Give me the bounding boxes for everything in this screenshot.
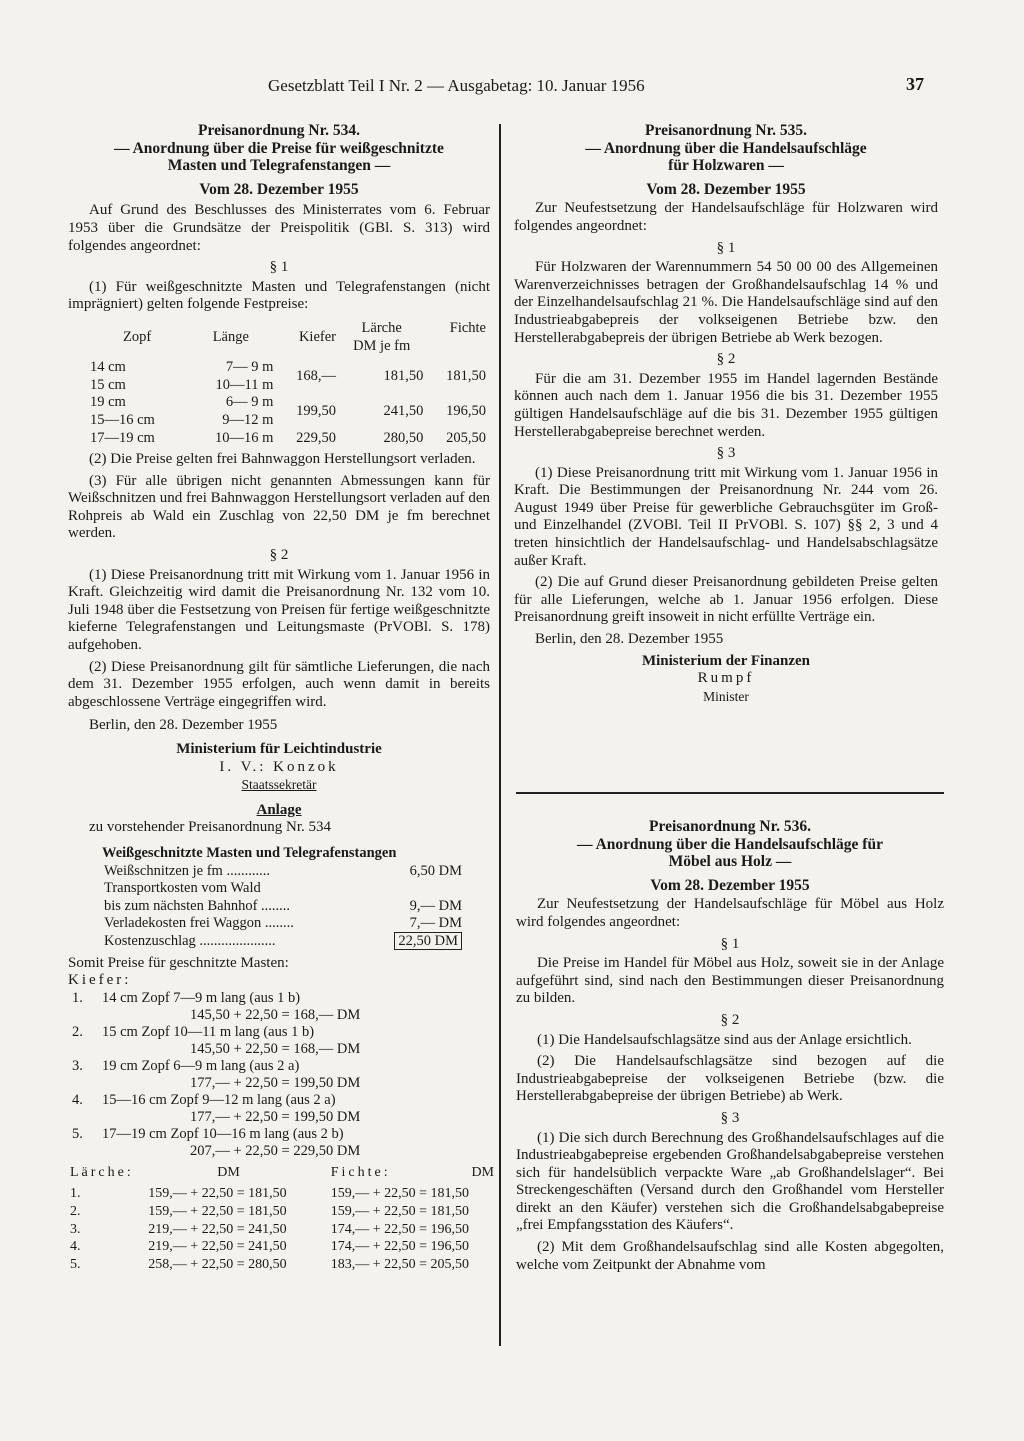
- paragraph: (2) Mit dem Großhandelsaufschlag sind alle Kosten abgegolten, welche vom Zeitpunkt der Abnahme vom: [516, 1239, 944, 1273]
- item-calculation: 177,— + 22,50 = 199,50 DM: [190, 1108, 361, 1125]
- fichte-calc: 159,— + 22,50 = 181,50: [330, 1186, 470, 1202]
- signer-role: Staatssekretär: [241, 777, 317, 793]
- table-cell: 181,50: [446, 367, 486, 384]
- table-row: [102, 880, 464, 898]
- column-header: Kiefer: [298, 328, 336, 345]
- ordinance-535-date: Vom 28. Dezember 1955: [646, 180, 806, 198]
- cost-label: Verladekosten frei Waggon ........: [104, 915, 294, 932]
- paragraph: Für die am 31. Dezember 1955 im Handel lagernden Bestände können auch nach dem 1. Januar 1956 die bis 31. Dezember 1955 gültigen Handelsaufschläge auf die bis 31. Dezember 1955 gültigen Herstellerabgabepreise berechnet werden.: [514, 370, 938, 440]
- dm-header: DM: [471, 1164, 494, 1180]
- appendix-subtitle: zu vorstehender Preisanordnung Nr. 534: [89, 819, 332, 836]
- table-row: [102, 915, 464, 933]
- ministry-name: Ministerium für Leichtindustrie: [176, 741, 382, 757]
- list-item: [68, 990, 490, 1007]
- list-item: [68, 1126, 490, 1143]
- cost-value: 6,50 DM: [409, 862, 462, 879]
- section-1-heading: § 1: [716, 239, 736, 256]
- item-text: 15 cm Zopf 10—11 m lang (aus 1 b): [102, 1023, 315, 1040]
- ordinance-534-date: Vom 28. Dezember 1955: [199, 180, 359, 198]
- table-row: [88, 359, 488, 377]
- table-row: [68, 1203, 496, 1221]
- paragraph: (2) Die Preise gelten frei Bahnwaggon Herstellungsort verladen.: [89, 451, 476, 468]
- ordinance-534-subtitle: — Anordnung über die Preise für weißgeschnitzte: [114, 139, 444, 157]
- table-row: [68, 1221, 496, 1239]
- laerche-calc: 159,— + 22,50 = 181,50: [148, 1203, 287, 1219]
- laerche-fichte-table: [68, 1164, 496, 1274]
- table-cell: 241,50: [383, 403, 424, 420]
- laerche-calc: 219,— + 22,50 = 241,50: [148, 1239, 287, 1255]
- ordinance-536-subtitle-2: Möbel aus Holz —: [668, 853, 792, 871]
- cost-label: Kostenzuschlag .....................: [104, 932, 276, 949]
- left-column: [68, 122, 494, 1273]
- row-number: 4.: [70, 1239, 81, 1255]
- paragraph: (2) Diese Preisanordnung gilt für sämtliche Lieferungen, die nach dem 31. Dezember 1955 erfolgen, auch wenn damit in bereits abgeschlossene Verträge eingegriffen wird.: [68, 658, 490, 710]
- table-row: [102, 863, 464, 881]
- paragraph: Die Preise im Handel für Möbel aus Holz, soweit sie in der Anlage aufgeführt sind, sind nach den Bestimmungen dieser Preisanordnung zu bilden.: [516, 955, 944, 1007]
- intro-paragraph: Zur Neufestsetzung der Handelsaufschläge für Holzwaren wird folgendes angeordnet:: [514, 200, 938, 234]
- cost-label: bis zum nächsten Bahnhof ........: [104, 897, 291, 914]
- signer-name: Rumpf: [697, 670, 755, 687]
- table-row: [68, 1238, 496, 1256]
- item-number: 5.: [72, 1125, 83, 1142]
- signer-name: I. V.: Konzok: [219, 758, 339, 775]
- paragraph: (1) Die Handelsaufschlagsätze sind aus der Anlage ersichtlich.: [537, 1031, 912, 1048]
- table-row: [102, 898, 464, 916]
- paragraph: (1) Für weißgeschnitzte Masten und Telegrafenstangen (nicht imprägniert) gelten folgende Festpreise:: [68, 278, 490, 313]
- table-row: [68, 1256, 496, 1274]
- table-cell: 181,50: [383, 367, 424, 384]
- laerche-calc: 219,— + 22,50 = 241,50: [148, 1221, 287, 1237]
- laerche-calc: 258,— + 22,50 = 280,50: [148, 1256, 287, 1272]
- item-text: 14 cm Zopf 7—9 m lang (aus 1 b): [102, 989, 301, 1006]
- section-1-heading: § 1: [269, 259, 289, 276]
- ordinance-536-date: Vom 28. Dezember 1955: [650, 876, 810, 894]
- signer-role: Minister: [703, 688, 749, 704]
- item-number: 2.: [72, 1023, 83, 1040]
- item-number: 3.: [72, 1057, 83, 1074]
- cost-value: [366, 880, 464, 898]
- paragraph: (1) Diese Preisanordnung tritt mit Wirkung vom 1. Januar 1956 in Kraft. Gleichzeitig wird damit die Preisanordnung Nr. 132 vom 10. Juli 1948 über die Festsetzung von Preisen für fertige weißgeschnitzte kieferne Telegrafenstangen und Leitungsmaste (PrVOBl. S. 178) aufgehoben.: [68, 566, 490, 654]
- kiefer-heading: Kiefer:: [68, 972, 132, 989]
- item-number: 1.: [72, 989, 83, 1006]
- ordinance-535-subtitle: — Anordnung über die Handelsaufschläge: [585, 139, 867, 157]
- right-column-bottom: [516, 818, 944, 1274]
- table-cell: 7— 9 m: [225, 359, 274, 376]
- column-divider: [499, 124, 501, 1346]
- ordinance-534-title: Preisanordnung Nr. 534.: [198, 122, 360, 139]
- fichte-calc: 174,— + 22,50 = 196,50: [330, 1239, 470, 1255]
- column-header: Lärche: [361, 319, 402, 336]
- section-2-heading: § 2: [269, 547, 289, 564]
- table-cell: 205,50: [446, 429, 486, 446]
- list-item: [68, 1058, 490, 1075]
- fichte-calc: 159,— + 22,50 = 181,50: [330, 1203, 470, 1219]
- row-number: 5.: [70, 1256, 81, 1272]
- table-cell: 17—19 cm: [90, 429, 155, 446]
- section-2-heading: § 2: [720, 1011, 740, 1028]
- cost-table: [102, 863, 464, 951]
- fichte-heading: Fichte:: [330, 1164, 391, 1180]
- paragraph: (1) Diese Preisanordnung tritt mit Wirkung vom 1. Januar 1956 in Kraft. Die Bestimmungen der Preisanordnung Nr. 244 vom 26. August 1949 über Preise für gewerbliche Gebrauchsgüter im Groß- und Einzelhandel (ZVOBl. Teil II PrVOBl. S. 107) §§ 2, 3 und 4 treten hinsichtlich der Handelsaufschlag- und Handelsabschlagsätze außer Kraft.: [514, 464, 938, 569]
- cost-value: 9,— DM: [409, 897, 462, 914]
- table-cell: 10—11 m: [215, 376, 274, 393]
- table-cell: 9—12 m: [222, 411, 274, 428]
- item-text: 19 cm Zopf 6—9 m lang (aus 2 a): [102, 1057, 300, 1074]
- table-row: [88, 430, 488, 448]
- column-header: Länge: [212, 328, 249, 345]
- column-header: Fichte: [449, 319, 486, 336]
- ordinance-536-title: Preisanordnung Nr. 536.: [649, 818, 811, 835]
- appendix-heading: Anlage: [256, 801, 302, 818]
- row-number: 2.: [70, 1203, 81, 1219]
- ministry-name: Ministerium der Finanzen: [641, 652, 811, 669]
- place-date: Berlin, den 28. Dezember 1955: [89, 717, 278, 734]
- cost-label: Weißschnitzen je fm ............: [104, 862, 270, 879]
- column-header: Zopf: [123, 328, 152, 345]
- table-cell: 15—16 cm: [90, 411, 155, 428]
- section-3-heading: § 3: [716, 445, 736, 462]
- laerche-calc: 159,— + 22,50 = 181,50: [148, 1186, 287, 1202]
- intro-paragraph: Auf Grund des Beschlusses des Ministerrates vom 6. Februar 1953 über die Grundsätze der Preispolitik (GBl. S. 313) wird folgendes angeordnet:: [68, 202, 490, 254]
- table-cell: 19 cm: [90, 394, 126, 411]
- fichte-calc: 183,— + 22,50 = 205,50: [330, 1256, 470, 1272]
- item-calculation: 207,— + 22,50 = 229,50 DM: [190, 1142, 361, 1159]
- table-cell: 196,50: [446, 403, 486, 420]
- item-calculation: 177,— + 22,50 = 199,50 DM: [190, 1074, 361, 1091]
- paragraph: (2) Die Handelsaufschlagsätze sind bezogen auf die Industrieabgabepreise der volkseigenen Betriebe (bzw. die Herstellerabgabepreise der übrigen Betriebe) ab Werk.: [516, 1053, 944, 1105]
- table-cell: 14 cm: [90, 359, 126, 376]
- cost-total: 22,50 DM: [394, 932, 462, 950]
- cost-value: 7,— DM: [409, 915, 462, 932]
- row-number: 1.: [70, 1186, 81, 1202]
- section-3-heading: § 3: [720, 1109, 740, 1126]
- paragraph: (1) Die sich durch Berechnung des Großhandelsaufschlages auf die Industrieabgabepreise ergebenden Großhandelsabgabepreise verstehen sich für handelsüblich verpackte Ware „ab Großhandelslager“. Bei Streckengeschäften (Versand durch den Großhandel vom Hersteller direkt an den Käufer) verstehen sich die Großhandelsabgabepreise „frei Empfangsstation des Käufers“.: [516, 1129, 944, 1234]
- ordinance-536-subtitle: — Anordnung über die Handelsaufschläge für: [577, 835, 883, 853]
- cost-table-title: Weißgeschnitzte Masten und Telegrafenstangen: [102, 844, 397, 861]
- fichte-calc: 174,— + 22,50 = 196,50: [330, 1221, 470, 1237]
- table-cell: 280,50: [383, 429, 424, 446]
- right-column-top: [514, 122, 938, 705]
- intro-paragraph: Zur Neufestsetzung der Handelsaufschläge für Möbel aus Holz wird folgendes angeordnet:: [516, 896, 944, 930]
- row-number: 3.: [70, 1221, 81, 1237]
- cost-label: Transportkosten vom Wald: [104, 880, 261, 897]
- section-2-heading: § 2: [716, 351, 736, 368]
- item-text: 17—19 cm Zopf 10—16 m lang (aus 2 b): [102, 1125, 344, 1142]
- list-item: [68, 1092, 490, 1109]
- paragraph: Für Holzwaren der Warennummern 54 50 00 00 des Allgemeinen Warenverzeichnisses betragen der Großhandelsaufschlag 14 % und der Einzelhandelsaufschlag 21 %. Die Handelsaufschläge sind auf den Industrieabgabepreis der volkseigenen Betriebe bzw. den Herstellerabgabepreis der übrigen Betriebe ab Werk bezogen.: [514, 259, 938, 346]
- table-row: [68, 1185, 496, 1203]
- section-1-heading: § 1: [720, 935, 740, 952]
- unit-header: DM je fm: [353, 337, 411, 354]
- item-number: 4.: [72, 1091, 83, 1108]
- table-row: [88, 394, 488, 412]
- ordinance-535-subtitle-2: für Holzwaren —: [668, 157, 784, 175]
- ordinance-535-title: Preisanordnung Nr. 535.: [645, 122, 807, 139]
- section-divider: [516, 792, 944, 794]
- laerche-heading: Lärche:: [70, 1164, 134, 1180]
- page-number: 37: [906, 74, 924, 94]
- table-cell: 15 cm: [90, 376, 126, 393]
- paragraph: (2) Die auf Grund dieser Preisanordnung gebildeten Preise gelten für alle Lieferungen, welche ab 1. Januar 1956 erfolgen. Diese Preisanordnung greift insoweit in nicht erfüllte Verträge ein.: [514, 574, 938, 626]
- place-date: Berlin, den 28. Dezember 1955: [535, 631, 724, 648]
- table-cell: 229,50: [296, 429, 336, 446]
- dm-header: DM: [217, 1164, 240, 1180]
- item-calculation: 145,50 + 22,50 = 168,— DM: [190, 1006, 361, 1023]
- table-cell: 6— 9 m: [225, 394, 274, 411]
- paragraph: (3) Für alle übrigen nicht genannten Abmessungen kann für Weißschnitzen und frei Bahnwaggon Herstellungsort verladen auf den Rohpreis ab Wald ein Zuschlag von 22,50 DM je fm berechnet werden.: [68, 472, 490, 542]
- item-calculation: 145,50 + 22,50 = 168,— DM: [190, 1040, 361, 1057]
- ordinance-534-subtitle-2: Masten und Telegrafenstangen —: [167, 157, 391, 175]
- table-cell: 199,50: [296, 403, 336, 420]
- price-table: [88, 320, 488, 447]
- table-row: [102, 933, 464, 951]
- table-cell: 168,—: [296, 367, 336, 384]
- table-cell: 10—16 m: [214, 429, 274, 446]
- prices-intro: Somit Preise für geschnitzte Masten:: [68, 954, 289, 971]
- running-header: Gesetzblatt Teil I Nr. 2 — Ausgabetag: 10. Januar 1956: [268, 76, 645, 95]
- list-item: [68, 1024, 490, 1041]
- kiefer-list: [68, 990, 490, 1160]
- item-text: 15—16 cm Zopf 9—12 m lang (aus 2 a): [102, 1091, 336, 1108]
